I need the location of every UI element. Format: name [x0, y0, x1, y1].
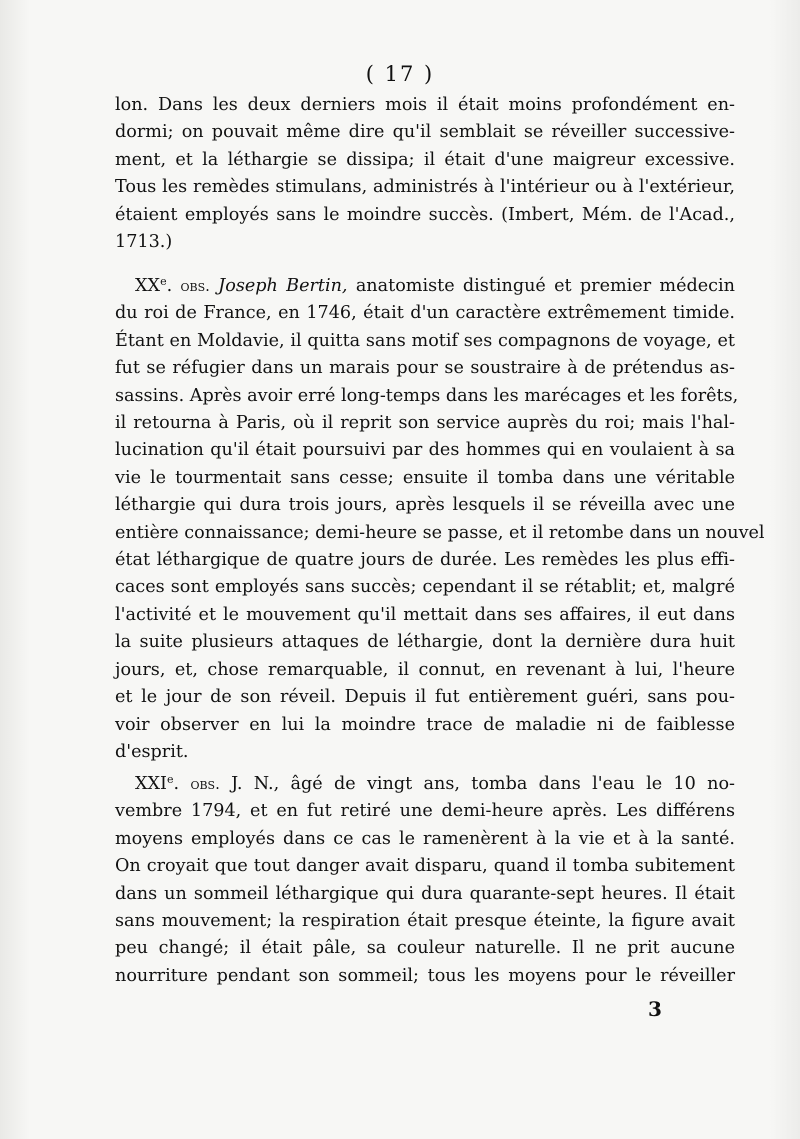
text-line: moyens employés dans ce cas le ramenèrent à la vie et à la santé. [115, 828, 735, 849]
text-line: peu changé; il était pâle, sa couleur naturelle. Il ne prit aucune [115, 938, 735, 959]
text-line: sassins. Après avoir erré long-temps dans les marécages et les forêts, [115, 385, 739, 406]
obs-label: obs. [190, 775, 220, 793]
text-line: sans mouvement; la respiration était presque éteinte, la figure avait [115, 911, 735, 932]
text-line: entière connaissance; demi-heure se passe, et il retombe dans un nouvel [115, 522, 765, 543]
text-line: vie le tourmentait sans cesse; ensuite il tomba dans une véritable [115, 467, 735, 488]
text-line: dormi; on pouvait même dire qu'il semblait se réveiller successive- [115, 122, 735, 143]
heading-rest: J. N., âgé de vingt ans, tomba dans l'eau le 10 no- [231, 774, 735, 794]
text-line: l'activité et le mouvement qu'il mettait dans ses affaires, il eut dans [115, 604, 735, 625]
text-line: étaient employés sans le moindre succès. (Imbert, Mém. de l'Acad., [115, 204, 735, 225]
text-line: état léthargique de quatre jours de durée. Les remèdes les plus effi- [115, 550, 735, 571]
text-line: la suite plusieurs attaques de léthargie, dont la dernière dura huit [115, 632, 735, 653]
text-line: jours, et, chose remarquable, il connut, en revenant à lui, l'heure [115, 659, 735, 680]
text-line: léthargie qui dura trois jours, après lesquels il se réveilla avec une [115, 495, 735, 516]
observation-number: XX [135, 276, 161, 296]
text-line: fut se réfugier dans un marais pour se soustraire à de prétendus as- [115, 358, 735, 379]
text-line: Tous les remèdes stimulans, administrés à l'intérieur ou à l'extérieur, [115, 177, 735, 198]
text-line: vembre 1794, et en fut retiré une demi-heure après. Les différens [115, 801, 735, 822]
text-line: d'esprit. [115, 741, 189, 762]
text-line: ment, et la léthargie se dissipa; il était d'une maigreur excessive. [115, 149, 735, 170]
text-line: nourriture pendant son sommeil; tous les moyens pour le réveiller [115, 965, 735, 986]
subject-name: Joseph Bertin, [218, 276, 348, 296]
obs-label: obs. [180, 277, 210, 295]
observation-heading-line: XXIe. obs. J. N., âgé de vingt ans, tomba dans l'eau le 10 no- [135, 773, 735, 794]
text-line: lucination qu'il était poursuivi par des hommes qui en voulaient à sa [115, 440, 735, 461]
text-line: caces sont employés sans succès; cependant il se rétablit; et, malgré [115, 577, 735, 598]
signature-mark: 3 [648, 997, 662, 1021]
text-line: et le jour de son réveil. Depuis il fut entièrement guéri, sans pou- [115, 687, 735, 708]
text-line: il retourna à Paris, où il reprit son service auprès du roi; mais l'hal- [115, 413, 735, 434]
text-line: lon. Dans les deux derniers mois il était moins profondément en- [115, 95, 735, 115]
text-line: On croyait que tout danger avait disparu, quand il tomba subitement [115, 856, 735, 877]
observation-heading-line: XXe. obs. Joseph Bertin, anatomiste distingué et premier médecin [135, 275, 735, 296]
page-number: ( 17 ) [365, 62, 435, 86]
text-line: Étant en Moldavie, il quitta sans motif ses compagnons de voyage, et [115, 330, 735, 351]
text-line: dans un sommeil léthargique qui dura quarante-sept heures. Il était [115, 883, 735, 904]
text-line: du roi de France, en 1746, était d'un caractère extrêmement timide. [115, 303, 735, 324]
paragraph-continuation [115, 92, 735, 256]
observation-xx [115, 268, 765, 766]
text-line: voir observer en lui la moindre trace de maladie ni de faiblesse [115, 714, 735, 735]
text-line: 1713.) [115, 232, 173, 253]
observation-xxi [115, 766, 735, 990]
observation-number: XXI [135, 774, 168, 794]
heading-rest: anatomiste distingué et premier médecin [355, 276, 735, 296]
ordinal-suffix: e [160, 275, 167, 288]
ordinal-suffix: e [167, 773, 174, 786]
